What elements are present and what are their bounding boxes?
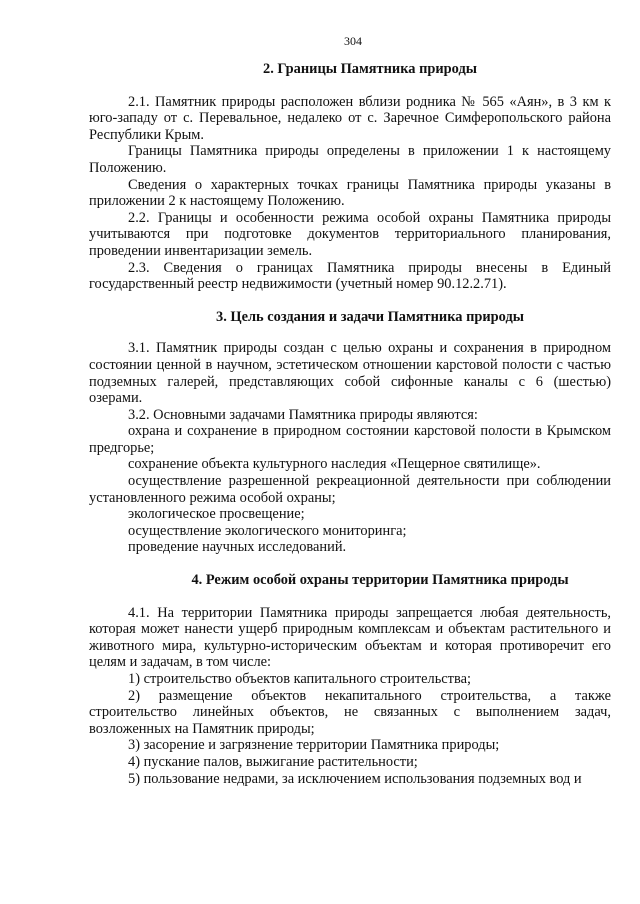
paragraph-4-1: 4.1. На территории Памятника природы запрещается любая деятельность, которая может нанести ущерб природным комплексам и объектам растительного и животного мира, культурно-историческим объектам и которая противоречит его целям и задачам, в том числе: bbox=[89, 604, 611, 671]
paragraph-2-3: 2.3. Сведения о границах Памятника природы внесены в Единый государственный реестр недвижимости (учетный номер 90.12.2.71). bbox=[89, 259, 611, 293]
section-3-heading: 3. Цель создания и задачи Памятника природы bbox=[216, 308, 524, 325]
prohibition-item: 3) засорение и загрязнение территории Памятника природы; bbox=[128, 737, 500, 754]
section-2-heading: 2. Границы Памятника природы bbox=[263, 61, 477, 77]
prohibition-item: 5) пользование недрами, за исключением использования подземных вод и bbox=[128, 770, 582, 787]
prohibition-item: 4) пускание палов, выжигание растительности; bbox=[128, 753, 418, 770]
paragraph-3-1: 3.1. Памятник природы создан с целью охраны и сохранения в природном состоянии ценной в научном, эстетическом отношении карстовой полости с частью подземных галерей, представляющих собой сифонные каналы с 6 (шестью) озерами. bbox=[89, 340, 611, 407]
task-item: экологическое просвещение; bbox=[128, 506, 305, 523]
document-body bbox=[89, 61, 611, 787]
paragraph-3-2: 3.2. Основными задачами Памятника природы являются: bbox=[128, 406, 478, 423]
paragraph-2-1: 2.1. Памятник природы расположен вблизи родника № 565 «Аян», в 3 км к юго-западу от с. Перевальное, недалеко от с. Заречное Симферопольского района Республики Крым. bbox=[89, 93, 611, 143]
task-item: охрана и сохранение в природном состоянии карстовой полости в Крымском предгорье; bbox=[89, 423, 611, 456]
task-item: осуществление разрешенной рекреационной деятельности при соблюдении установленного режима особой охраны; bbox=[89, 473, 611, 506]
page-number: 304 bbox=[344, 34, 362, 48]
task-item: осуществление экологического мониторинга; bbox=[128, 522, 407, 539]
prohibition-item: 2) размещение объектов некапитального строительства, а также строительство линейных объектов, не связанных с выполнением задач, возложенных на Памятник природы; bbox=[89, 687, 611, 737]
paragraph-2-2: 2.2. Границы и особенности режима особой охраны Памятника природы учитываются при подготовке документов территориального планирования, проведении инвентаризации земель. bbox=[89, 209, 611, 259]
task-item: проведение научных исследований. bbox=[128, 539, 347, 556]
task-item: сохранение объекта культурного наследия «Пещерное святилище». bbox=[128, 456, 541, 473]
prohibition-item: 1) строительство объектов капитального строительства; bbox=[128, 671, 471, 687]
section-4-heading: 4. Режим особой охраны территории Памятника природы bbox=[191, 572, 569, 589]
paragraph-2-1-boundaries: Границы Памятника природы определены в приложении 1 к настоящему Положению. bbox=[89, 143, 611, 176]
paragraph-2-1-points: Сведения о характерных точках границы Памятника природы указаны в приложении 2 к настоящему Положению. bbox=[89, 176, 611, 210]
